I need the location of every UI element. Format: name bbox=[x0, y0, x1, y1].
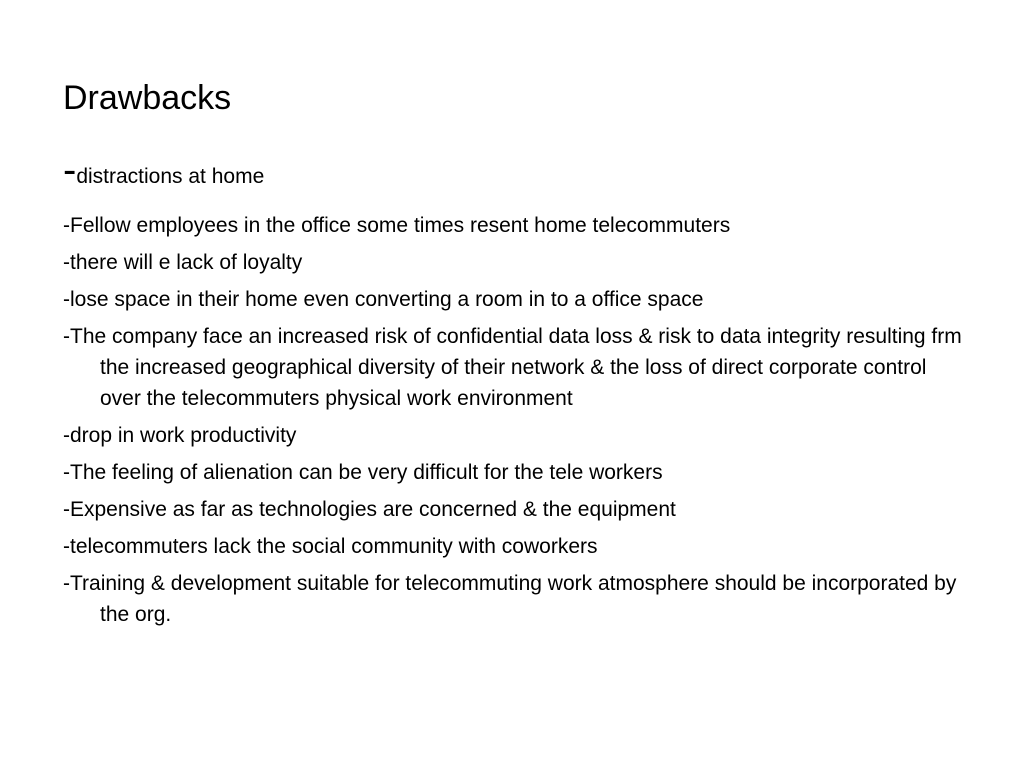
bullet-item: -Expensive as far as technologies are concerned & the equipment bbox=[63, 498, 676, 521]
first-bullet bbox=[63, 150, 264, 197]
bullet-item: -there will e lack of loyalty bbox=[63, 251, 303, 274]
bullet-item: -Training & development suitable for telecommuting work atmosphere should be incorporated by the org. bbox=[63, 572, 957, 626]
bullet-item: -telecommuters lack the social community with coworkers bbox=[63, 535, 598, 558]
first-bullet-dash: - bbox=[63, 148, 77, 192]
bullet-item: -The feeling of alienation can be very difficult for the tele workers bbox=[63, 461, 663, 484]
bullet-item: -drop in work productivity bbox=[63, 424, 297, 447]
first-bullet-text: distractions at home bbox=[76, 165, 265, 188]
bullet-list bbox=[63, 210, 963, 636]
slide-title: Drawbacks bbox=[63, 79, 232, 117]
bullet-item: -lose space in their home even converting a room in to a office space bbox=[63, 288, 704, 311]
bullet-item: -The company face an increased risk of confidential data loss & risk to data integrity resulting frm the increased geographical diversity of their network & the loss of direct corporate control over the telecommuters physical work environment bbox=[63, 325, 962, 410]
bullet-item: -Fellow employees in the office some times resent home telecommuters bbox=[63, 214, 731, 237]
